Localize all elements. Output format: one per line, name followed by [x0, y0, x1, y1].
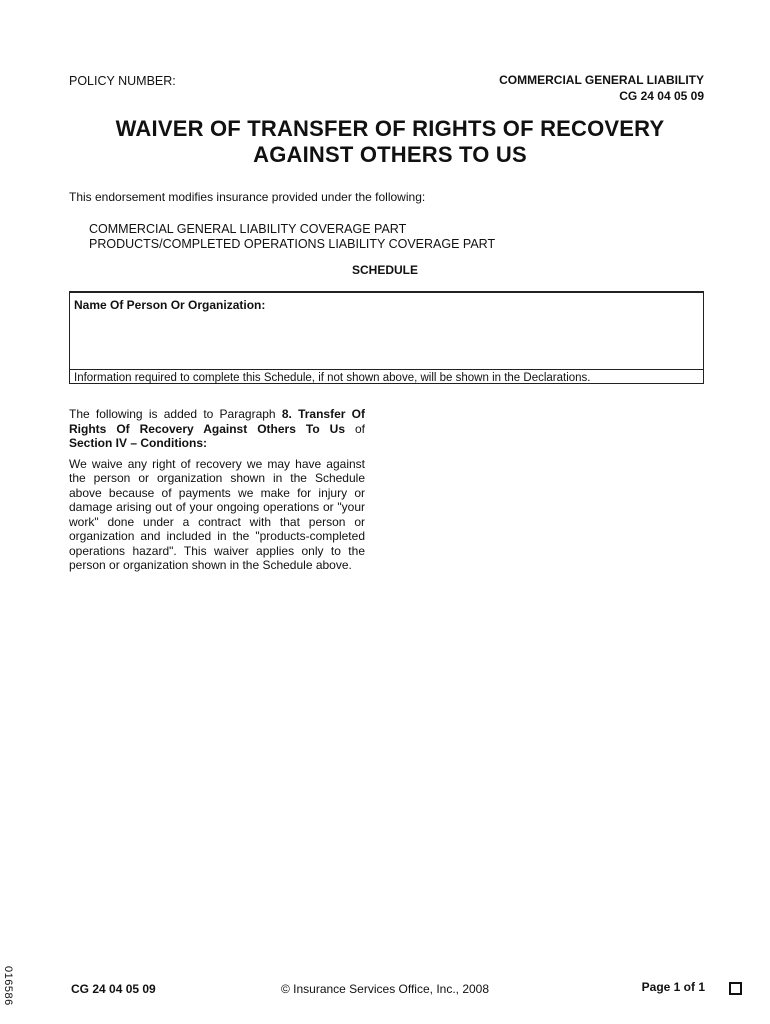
form-header: [499, 72, 704, 104]
footer-page-number: Page 1 of 1: [641, 980, 705, 994]
footer-copyright: © Insurance Services Office, Inc., 2008: [280, 982, 490, 996]
body-bold-text: 8. Transfer Of Rights Of Recovery Against Others To Us: [69, 407, 365, 436]
endorsement-body: [69, 407, 365, 579]
corner-square-icon: [729, 982, 742, 995]
intro-text: This endorsement modifies insurance provided under the following:: [69, 190, 426, 204]
document-title: [60, 116, 720, 168]
policy-number-label: POLICY NUMBER:: [69, 74, 176, 88]
title-line-2: AGAINST OTHERS TO US: [253, 142, 527, 167]
body-text: of: [345, 421, 366, 436]
coverage-part-item: COMMERCIAL GENERAL LIABILITY COVERAGE PART: [89, 222, 407, 236]
form-category: COMMERCIAL GENERAL LIABILITY: [499, 73, 704, 87]
body-paragraph-1: [69, 407, 365, 451]
coverage-parts-list: [89, 222, 495, 252]
schedule-divider: [70, 369, 703, 370]
footer-form-number: CG 24 04 05 09: [71, 982, 156, 996]
coverage-part-item: PRODUCTS/COMPLETED OPERATIONS LIABILITY COVERAGE PART: [89, 237, 496, 251]
schedule-field-label: Name Of Person Or Organization:: [74, 298, 266, 312]
schedule-footnote: Information required to complete this Schedule, if not shown above, will be shown in the Declarations.: [74, 372, 591, 384]
body-text: The following is added to Paragraph: [69, 407, 282, 421]
side-code: 016586: [2, 966, 14, 1006]
schedule-table: [69, 291, 704, 384]
schedule-heading: SCHEDULE: [351, 263, 418, 277]
body-paragraph-2: We waive any right of recovery we may have against the person or organization shown in the Schedule above because of payments we make for injury or damage arising out of your ongoing operations or "your work" done under a contract with that person or organization and included in the "products-completed operations hazard". This waiver applies only to the person or organization shown in the Schedule above.: [69, 456, 365, 572]
title-line-1: WAIVER OF TRANSFER OF RIGHTS OF RECOVERY: [115, 116, 665, 141]
body-bold-text: Section IV – Conditions:: [69, 436, 208, 450]
form-number: CG 24 04 05 09: [619, 89, 704, 103]
